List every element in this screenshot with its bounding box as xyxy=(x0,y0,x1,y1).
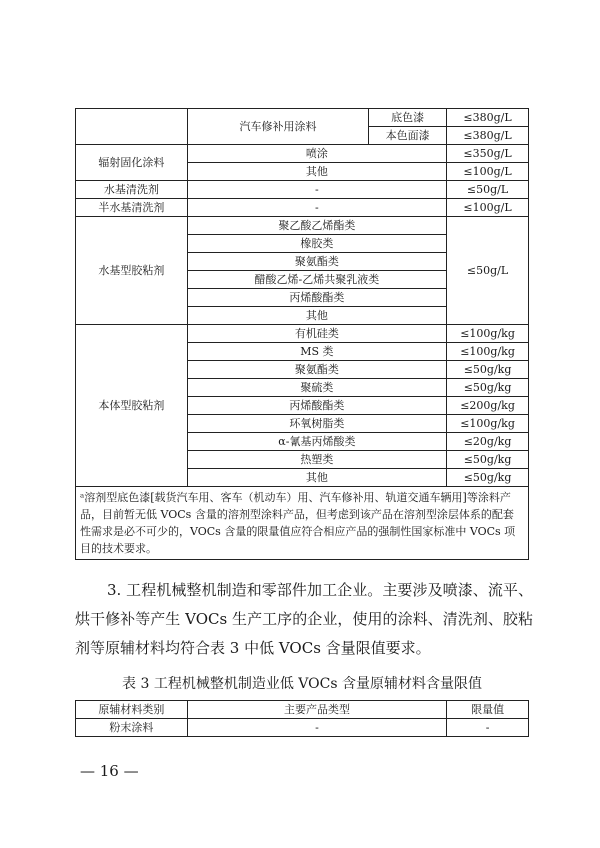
limit-cell: ≤50g/kg xyxy=(447,469,529,487)
category-cell: 粉末涂料 xyxy=(76,719,188,737)
product-type-cell: 有机硅类 xyxy=(187,325,446,343)
limit-cell: ≤100g/kg xyxy=(447,325,529,343)
subtype-cell: 本色面漆 xyxy=(369,127,447,145)
product-type-cell: 丙烯酸酯类 xyxy=(187,397,446,415)
product-type-cell: 汽车修补用涂料 xyxy=(187,109,369,145)
table-row xyxy=(76,719,529,737)
table-row xyxy=(76,217,529,235)
header-cell: 主要产品类型 xyxy=(187,701,446,719)
product-type-cell: 环氧树脂类 xyxy=(187,415,446,433)
product-type-cell: - xyxy=(187,719,446,737)
product-type-cell: 醋酸乙烯-乙烯共聚乳液类 xyxy=(187,271,446,289)
limit-cell: - xyxy=(447,719,529,737)
empty-category-cell xyxy=(76,109,188,145)
limit-cell: ≤50g/L xyxy=(447,217,529,325)
limit-cell: ≤100g/L xyxy=(447,163,529,181)
category-cell: 水基清洗剂 xyxy=(76,181,188,199)
table-header-row xyxy=(76,701,529,719)
category-cell: 水基型胶粘剂 xyxy=(76,217,188,325)
table-row xyxy=(76,145,529,163)
limit-cell: ≤380g/L xyxy=(447,109,529,127)
product-type-cell: 其他 xyxy=(187,307,446,325)
product-type-cell: 喷涂 xyxy=(187,145,446,163)
product-type-cell: 聚乙酸乙烯酯类 xyxy=(187,217,446,235)
limit-cell: ≤200g/kg xyxy=(447,397,529,415)
product-type-cell: - xyxy=(187,199,446,217)
table-row xyxy=(76,325,529,343)
limit-cell: ≤100g/L xyxy=(447,199,529,217)
category-cell: 半水基清洗剂 xyxy=(76,199,188,217)
category-cell: 辐射固化涂料 xyxy=(76,145,188,181)
header-cell: 限量值 xyxy=(447,701,529,719)
product-type-cell: 橡胶类 xyxy=(187,235,446,253)
product-type-cell: 其他 xyxy=(187,469,446,487)
table-row xyxy=(76,109,529,127)
table-row xyxy=(76,181,529,199)
table-2-continuation xyxy=(75,108,529,560)
product-type-cell: α-氰基丙烯酸类 xyxy=(187,433,446,451)
limit-cell: ≤50g/L xyxy=(447,181,529,199)
limit-cell: ≤100g/kg xyxy=(447,415,529,433)
header-cell: 原辅材料类别 xyxy=(76,701,188,719)
product-type-cell: 聚氨酯类 xyxy=(187,361,446,379)
product-type-cell: 热塑类 xyxy=(187,451,446,469)
table-caption: 表 3 工程机械整机制造业低 VOCs 含量原辅材料含量限值 xyxy=(122,676,482,692)
limit-cell: ≤100g/kg xyxy=(447,343,529,361)
product-type-cell: - xyxy=(187,181,446,199)
limit-cell: ≤50g/kg xyxy=(447,361,529,379)
page-number: — 16 — xyxy=(80,762,139,780)
table-footnote: ᵃ溶剂型底色漆[载货汽车用、客车（机动车）用、汽车修补用、轨道交通车辆用]等涂料产品，目前暂无低 VOCs 含量的溶剂型涂料产品，但考虑到该产品在溶剂型涂层体系的配套性需求是必不可少的，VOCs 含量的限量值应符合相应产品的强制性国家标准中 VOCs 项目的技术要求。 xyxy=(76,487,529,560)
product-type-cell: MS 类 xyxy=(187,343,446,361)
product-type-cell: 聚硫类 xyxy=(187,379,446,397)
table-row xyxy=(76,199,529,217)
product-type-cell: 丙烯酸酯类 xyxy=(187,289,446,307)
limit-cell: ≤50g/kg xyxy=(447,379,529,397)
limit-cell: ≤20g/kg xyxy=(447,433,529,451)
body-paragraph: 3. 工程机械整机制造和零部件加工企业。主要涉及喷漆、流平、烘干修补等产生 VOCs 生产工序的企业，使用的涂料、清洗剂、胶粘剂等原辅材料均符合表 3 中低 VOCs 含量限值要求。 xyxy=(75,581,533,657)
category-cell: 本体型胶粘剂 xyxy=(76,325,188,487)
limit-cell: ≤350g/L xyxy=(447,145,529,163)
limit-cell: ≤380g/L xyxy=(447,127,529,145)
product-type-cell: 其他 xyxy=(187,163,446,181)
table-3 xyxy=(75,700,529,737)
table-row xyxy=(76,487,529,560)
limit-cell: ≤50g/kg xyxy=(447,451,529,469)
product-type-cell: 聚氨酯类 xyxy=(187,253,446,271)
subtype-cell: 底色漆 xyxy=(369,109,447,127)
